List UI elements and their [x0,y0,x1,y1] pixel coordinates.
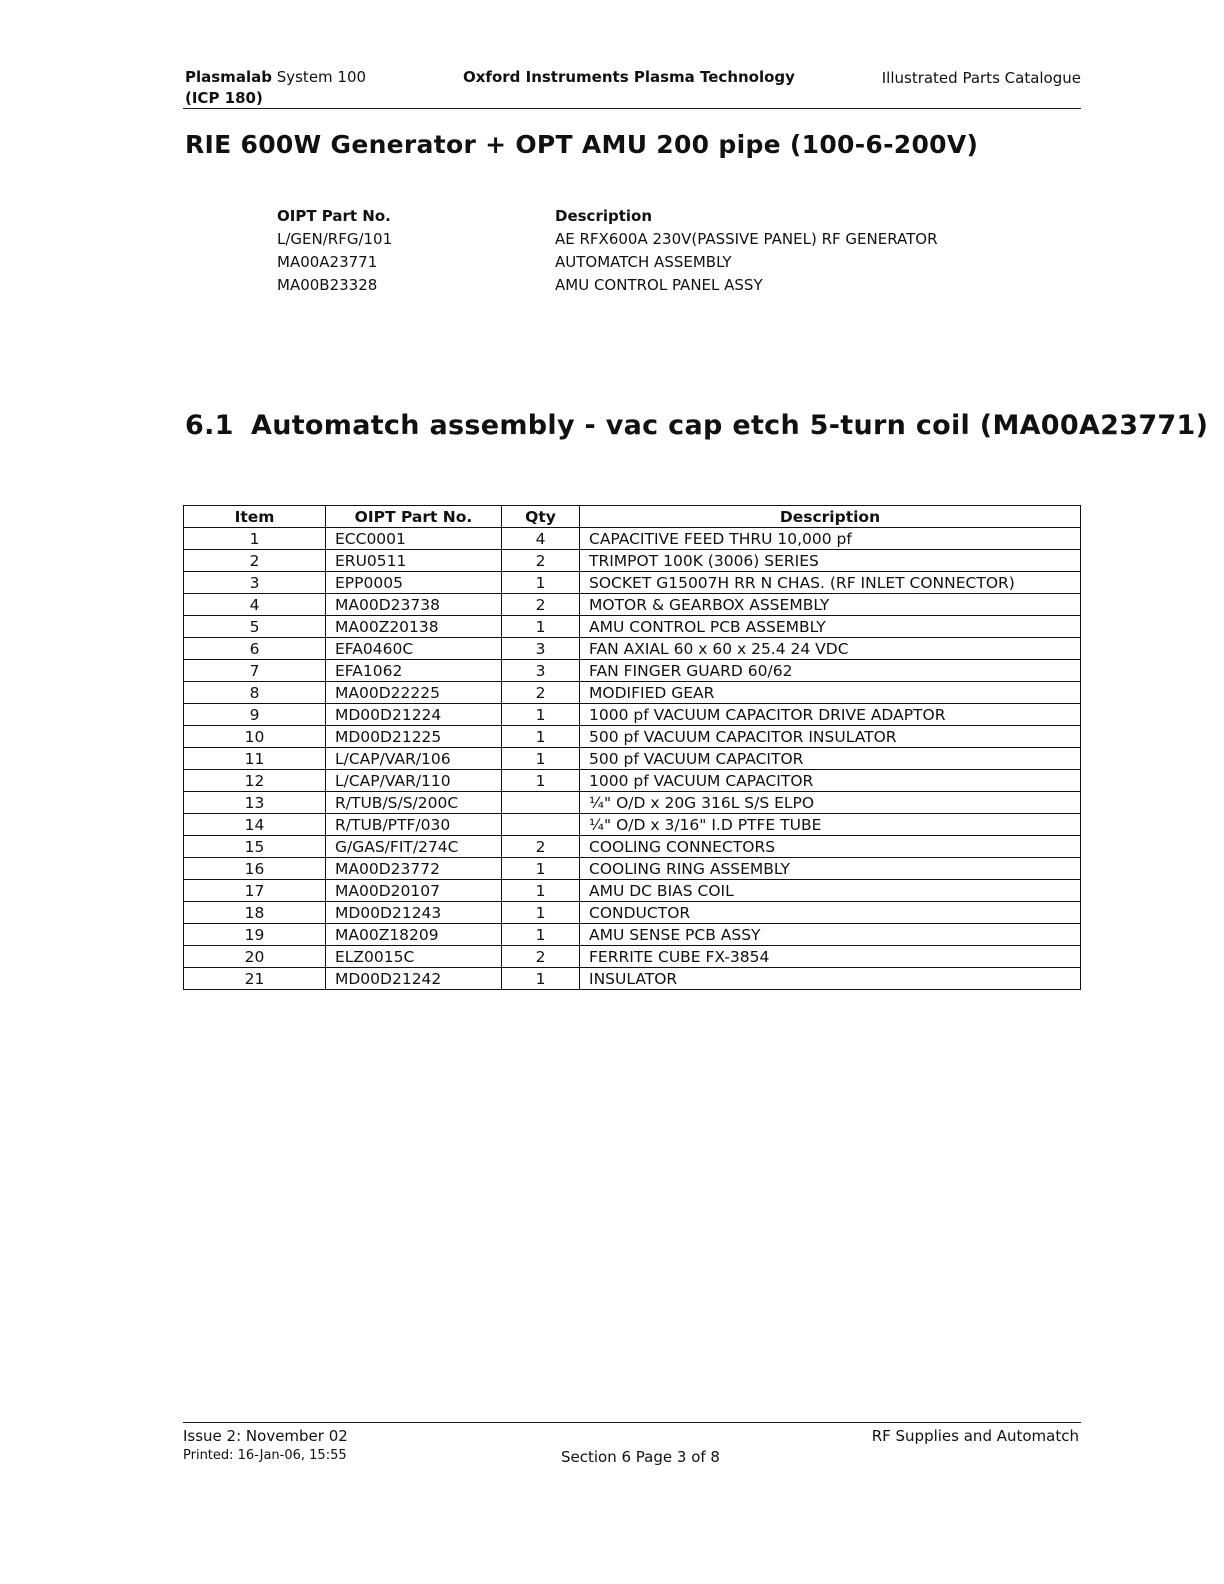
table-row [184,968,1081,990]
table-row [184,792,1081,814]
table-row [184,836,1081,858]
table-row [184,704,1081,726]
cell-description: 500 pf VACUUM CAPACITOR [580,748,1081,770]
table-row [184,924,1081,946]
cell-part-no: R/TUB/PTF/030 [326,814,502,836]
cell-part-no: MA00D23772 [326,858,502,880]
part-no: L/GEN/RFG/101 [277,230,393,248]
parts-list-header [277,205,938,228]
table-row [184,594,1081,616]
cell-item: 20 [184,946,326,968]
company: Oxford Instruments Plasma Technology [463,68,795,86]
cell-item: 5 [184,616,326,638]
cell-part-no: MD00D21242 [326,968,502,990]
cell-qty: 1 [502,880,580,902]
cell-part-no: L/CAP/VAR/110 [326,770,502,792]
cell-qty: 2 [502,550,580,572]
cell-part-no: L/CAP/VAR/106 [326,748,502,770]
cell-part-no: MD00D21224 [326,704,502,726]
table-row [184,726,1081,748]
cell-description: ¼" O/D x 20G 316L S/S ELPO [580,792,1081,814]
cell-qty: 3 [502,660,580,682]
cell-qty: 1 [502,748,580,770]
part-no: MA00B23328 [277,276,378,294]
table-row [184,902,1081,924]
table-row [184,748,1081,770]
cell-part-no: MA00D23738 [326,594,502,616]
cell-qty: 3 [502,638,580,660]
footer-rule [183,1422,1081,1423]
cell-qty: 1 [502,616,580,638]
table-row [184,880,1081,902]
list-item [277,251,938,274]
cell-qty: 1 [502,902,580,924]
section-heading [185,410,1208,441]
cell-qty [502,814,580,836]
cell-item: 9 [184,704,326,726]
cell-item: 7 [184,660,326,682]
col-description: Description [580,506,1081,528]
cell-item: 17 [184,880,326,902]
model: (ICP 180) [185,89,263,107]
cell-item: 3 [184,572,326,594]
cell-item: 8 [184,682,326,704]
cell-item: 6 [184,638,326,660]
description: AE RFX600A 230V(PASSIVE PANEL) RF GENERATOR [555,230,938,248]
printed: Printed: 16-Jan-06, 15:55 [183,1448,347,1463]
cell-description: MODIFIED GEAR [580,682,1081,704]
cell-part-no: MA00D22225 [326,682,502,704]
description: AMU CONTROL PANEL ASSY [555,276,763,294]
section-name: RF Supplies and Automatch [871,1427,1079,1445]
table-header-row [184,506,1081,528]
cell-description: SOCKET G15007H RR N CHAS. (RF INLET CONNECTOR) [580,572,1081,594]
cell-part-no: G/GAS/FIT/274C [326,836,502,858]
list-item [277,228,938,251]
cell-qty: 2 [502,682,580,704]
product-rest: System 100 [271,68,367,86]
cell-description: FAN FINGER GUARD 60/62 [580,660,1081,682]
cell-part-no: EFA0460C [326,638,502,660]
cell-description: INSULATOR [580,968,1081,990]
list-item [277,274,938,297]
cell-description: AMU SENSE PCB ASSY [580,924,1081,946]
cell-description: COOLING RING ASSEMBLY [580,858,1081,880]
cell-qty: 4 [502,528,580,550]
table-row [184,858,1081,880]
cell-description: AMU DC BIAS COIL [580,880,1081,902]
cell-part-no: MD00D21225 [326,726,502,748]
table-row [184,682,1081,704]
cell-description: MOTOR & GEARBOX ASSEMBLY [580,594,1081,616]
cell-qty [502,792,580,814]
cell-item: 14 [184,814,326,836]
cell-part-no: R/TUB/S/S/200C [326,792,502,814]
table-row [184,572,1081,594]
cell-part-no: ERU0511 [326,550,502,572]
cell-description: ¼" O/D x 3/16" I.D PTFE TUBE [580,814,1081,836]
section-title: Automatch assembly - vac cap etch 5-turn coil (MA00A23771) [251,410,1209,441]
col-part: OIPT Part No. [277,207,391,225]
issue: Issue 2: November 02 [183,1427,348,1445]
cell-qty: 1 [502,726,580,748]
cell-item: 4 [184,594,326,616]
cell-description: COOLING CONNECTORS [580,836,1081,858]
cell-description: 1000 pf VACUUM CAPACITOR DRIVE ADAPTOR [580,704,1081,726]
cell-qty: 1 [502,924,580,946]
cell-qty: 2 [502,946,580,968]
cell-description: CONDUCTOR [580,902,1081,924]
cell-item: 10 [184,726,326,748]
cell-item: 21 [184,968,326,990]
header-rule [183,108,1081,109]
cell-qty: 1 [502,572,580,594]
cell-qty: 1 [502,770,580,792]
cell-description: 1000 pf VACUUM CAPACITOR [580,770,1081,792]
cell-description: CAPACITIVE FEED THRU 10,000 pf [580,528,1081,550]
cell-qty: 1 [502,858,580,880]
table-row [184,946,1081,968]
table-row [184,550,1081,572]
product-bold: Plasmalab [185,68,272,86]
table-row [184,814,1081,836]
cell-part-no: EPP0005 [326,572,502,594]
cell-part-no: MA00Z18209 [326,924,502,946]
cell-item: 19 [184,924,326,946]
cell-qty: 1 [502,704,580,726]
col-desc: Description [555,207,653,225]
description: AUTOMATCH ASSEMBLY [555,253,732,271]
cell-part-no: EFA1062 [326,660,502,682]
table-row [184,660,1081,682]
section-number: 6.1 [185,410,234,441]
cell-description: FAN AXIAL 60 x 60 x 25.4 24 VDC [580,638,1081,660]
parts-list [277,205,938,297]
cell-part-no: MA00D20107 [326,880,502,902]
cell-qty: 1 [502,968,580,990]
part-no: MA00A23771 [277,253,378,271]
col-item: Item [184,506,326,528]
cell-part-no: ECC0001 [326,528,502,550]
cell-item: 15 [184,836,326,858]
col-qty: Qty [502,506,580,528]
cell-description: TRIMPOT 100K (3006) SERIES [580,550,1081,572]
page-number: Section 6 Page 3 of 8 [561,1448,720,1466]
cell-item: 1 [184,528,326,550]
cell-part-no: MA00Z20138 [326,616,502,638]
cell-qty: 2 [502,836,580,858]
cell-item: 2 [184,550,326,572]
table-row [184,528,1081,550]
cell-item: 13 [184,792,326,814]
doc-type: Illustrated Parts Catalogue [881,69,1081,87]
table-row [184,770,1081,792]
table-row [184,616,1081,638]
cell-description: 500 pf VACUUM CAPACITOR INSULATOR [580,726,1081,748]
cell-description: AMU CONTROL PCB ASSEMBLY [580,616,1081,638]
cell-item: 11 [184,748,326,770]
cell-qty: 2 [502,594,580,616]
cell-part-no: ELZ0015C [326,946,502,968]
cell-part-no: MD00D21243 [326,902,502,924]
cell-item: 12 [184,770,326,792]
cell-description: FERRITE CUBE FX-3854 [580,946,1081,968]
table-row [184,638,1081,660]
cell-item: 18 [184,902,326,924]
product-name [185,68,366,86]
cell-item: 16 [184,858,326,880]
parts-table [183,505,1081,990]
page-title: RIE 600W Generator + OPT AMU 200 pipe (100-6-200V) [185,130,979,159]
col-part-no: OIPT Part No. [326,506,502,528]
